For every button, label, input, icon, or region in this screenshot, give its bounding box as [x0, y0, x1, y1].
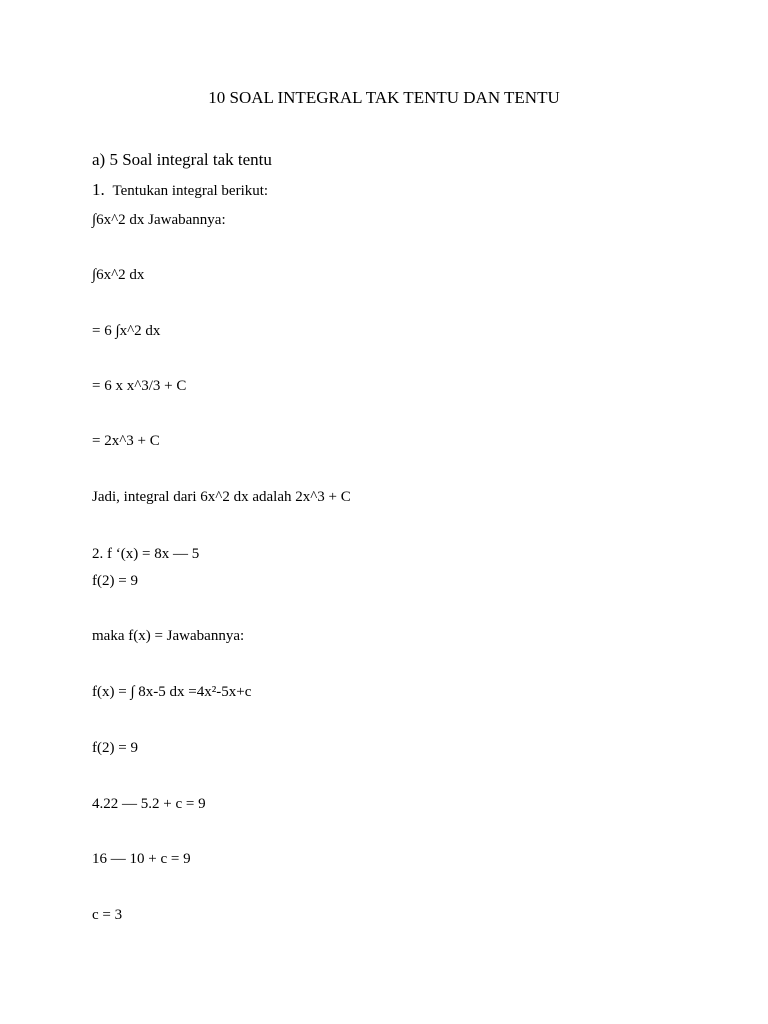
document-title: 10 SOAL INTEGRAL TAK TENTU DAN TENTU — [208, 88, 560, 107]
section-heading-a: a) 5 Soal integral tak tentu — [92, 150, 272, 169]
q1-step-4: = 2x^3 + C — [92, 433, 160, 449]
q1-step-3: = 6 x x^3/3 + C — [92, 378, 187, 394]
q2-step-3: 4.22 — 5.2 + c = 9 — [92, 796, 206, 812]
q1-step-1: ∫6x^2 dx — [92, 267, 145, 283]
q2-step-1: f(x) = ∫ 8x-5 dx =4x²-5x+c — [92, 684, 252, 700]
question-2-line-2: f(2) = 9 — [92, 573, 138, 589]
q2-step-4: 16 — 10 + c = 9 — [92, 851, 191, 867]
question-2-line-3: maka f(x) = Jawabannya: — [92, 628, 245, 644]
question-1-line: ∫6x^2 dx Jawabannya: — [92, 212, 226, 228]
question-1-prompt: Tentukan integral berikut: — [112, 183, 269, 199]
q2-step-2: f(2) = 9 — [92, 740, 138, 756]
q1-step-2: = 6 ∫x^2 dx — [92, 323, 161, 339]
q2-step-5: c = 3 — [92, 907, 123, 923]
question-2-line-1: 2. f ‘(x) = 8x — 5 — [92, 546, 200, 562]
question-1-header — [92, 181, 268, 200]
question-1-number: 1. — [92, 180, 105, 199]
q1-conclusion: Jadi, integral dari 6x^2 dx adalah 2x^3 + C — [92, 489, 351, 505]
